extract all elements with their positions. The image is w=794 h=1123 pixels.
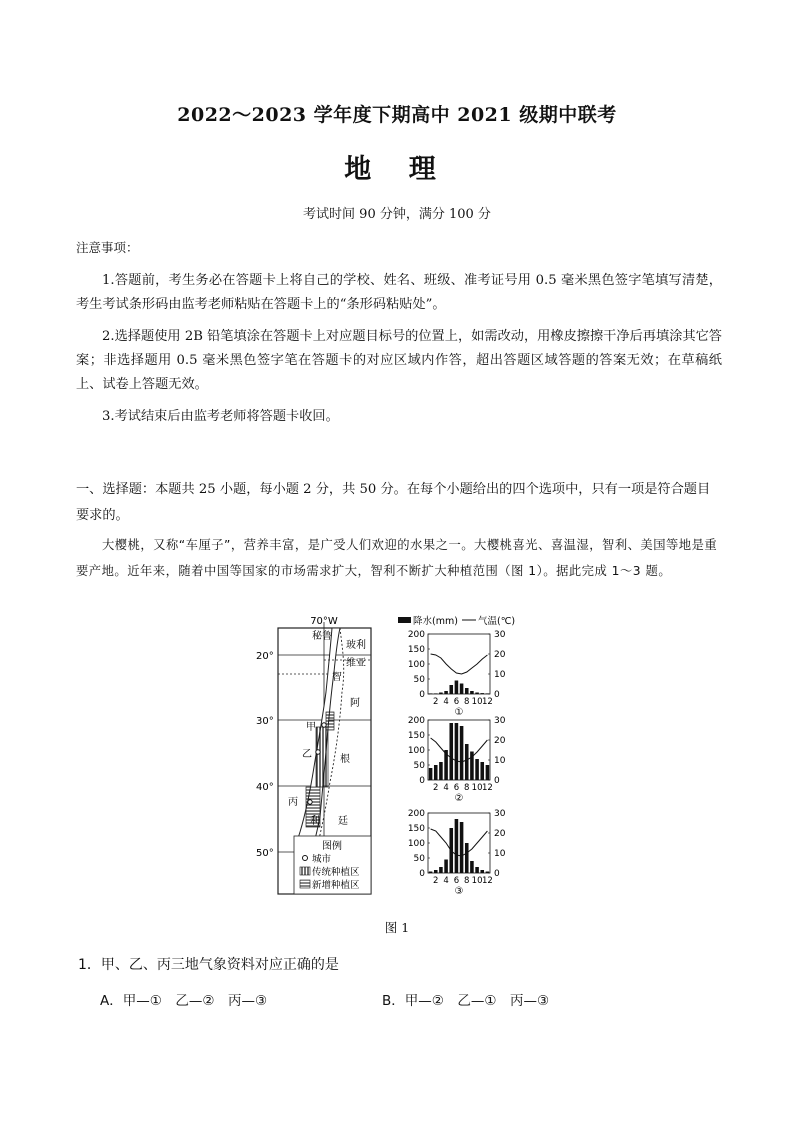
precip-tick-50: 50 xyxy=(413,854,425,864)
precip-bar-1-10 xyxy=(475,693,479,695)
precip-bar-2-5 xyxy=(449,723,453,780)
precip-bar-2-3 xyxy=(439,762,443,780)
section-heading xyxy=(76,477,722,529)
month-tick-2-2: 2 xyxy=(433,783,439,793)
exam-info: 考试时间 90 分钟，满分 100 分 xyxy=(303,207,491,222)
precip-bar-3-2 xyxy=(434,870,438,873)
month-tick-3-12: 12 xyxy=(482,876,493,886)
precip-tick-150: 150 xyxy=(407,824,425,834)
figure-1 xyxy=(250,612,550,912)
precip-bar-2-1 xyxy=(429,768,433,780)
chile-map xyxy=(256,616,371,894)
precip-bar-1-9 xyxy=(470,691,474,694)
lat-40: 40° xyxy=(256,782,274,793)
country-arg-1: 阿 xyxy=(350,698,360,709)
precip-tick-100: 100 xyxy=(407,660,425,670)
climate-legend xyxy=(398,615,515,627)
precip-bar-2-2 xyxy=(434,765,438,780)
precip-tick-200: 200 xyxy=(407,716,425,726)
temp-legend: 气温(℃) xyxy=(478,616,516,627)
precip-tick-200: 200 xyxy=(407,630,425,640)
temp-tick-30: 30 xyxy=(494,809,506,819)
month-tick-1-2: 2 xyxy=(433,697,439,707)
month-tick-3-6: 6 xyxy=(453,876,460,886)
precip-tick-200: 200 xyxy=(407,809,425,819)
lat-20: 20° xyxy=(256,651,274,662)
precip-bar-3-8 xyxy=(465,843,469,873)
city-yi xyxy=(316,750,320,754)
precip-bar-2-10 xyxy=(475,759,479,780)
temp-tick-10: 10 xyxy=(494,849,506,859)
precip-bar-3-11 xyxy=(480,870,484,873)
notice-heading: 注意事项： xyxy=(76,240,139,255)
map-legend xyxy=(294,836,371,894)
month-tick-2-12: 12 xyxy=(482,783,493,793)
subject-title: 地 理 xyxy=(344,154,450,185)
figure-caption: 图 1 xyxy=(384,920,410,935)
precip-bar-3-10 xyxy=(475,867,479,873)
section-heading-text: 一、选择题：本题共 25 小题，每小题 2 分，共 50 分。在每个小题给出的四个选项中，只有一项是符合题目要求的。 xyxy=(76,482,711,523)
temp-tick-20: 20 xyxy=(494,829,506,839)
chart-frame-1 xyxy=(428,634,490,694)
precip-bar-3-6 xyxy=(455,819,459,873)
passage-text: 大樱桃，又称“车厘子”，营养丰富，是广受人们欢迎的水果之一。大樱桃喜光、喜温湿，智利、美国等地是重要产地。近年来，随着中国等国家的市场需求扩大，智利不断扩大种植范围（图 1）。据此完成 1～3 题。 xyxy=(76,538,718,578)
precip-tick-50: 50 xyxy=(413,675,425,685)
precip-legend-swatch xyxy=(398,617,411,623)
place-yi: 乙 xyxy=(302,749,312,760)
precip-bar-1-6 xyxy=(455,681,459,695)
country-peru: 秘鲁 xyxy=(312,631,332,642)
precip-bar-2-11 xyxy=(480,762,484,780)
precip-tick-0: 0 xyxy=(419,690,425,700)
temp-line-1 xyxy=(431,654,488,674)
precip-bar-2-12 xyxy=(486,765,490,780)
place-jia: 甲 xyxy=(306,722,316,733)
country-arg-3: 廷 xyxy=(338,816,348,827)
temp-tick-30: 30 xyxy=(494,716,506,726)
precip-bar-2-6 xyxy=(455,723,459,780)
month-tick-2-10: 10 xyxy=(471,783,483,793)
month-tick-3-2: 2 xyxy=(433,876,439,886)
country-bolivia-1: 玻利 xyxy=(346,640,366,651)
precip-bar-3-7 xyxy=(460,822,464,873)
question-1-option-a[interactable]: A．甲—① 乙—② 丙—③ xyxy=(100,993,268,1009)
precip-bar-1-2 xyxy=(434,693,438,694)
legend-new-icon xyxy=(300,880,310,888)
precip-bar-3-9 xyxy=(470,861,474,873)
question-1-stem: 1．甲、乙、丙三地气象资料对应正确的是 xyxy=(78,957,339,973)
precip-tick-150: 150 xyxy=(407,731,425,741)
temp-line-3 xyxy=(431,829,488,856)
precip-bar-1-4 xyxy=(444,691,448,694)
precip-bar-3-4 xyxy=(444,860,448,874)
country-bolivia-2: 维亚 xyxy=(346,658,366,669)
lat-50: 50° xyxy=(256,848,274,859)
precip-legend: 降水(mm) xyxy=(413,616,458,627)
precip-tick-100: 100 xyxy=(407,839,425,849)
precip-bar-1-12 xyxy=(486,693,490,694)
precip-bar-3-3 xyxy=(439,867,443,873)
temp-line-2 xyxy=(431,738,488,762)
month-tick-3-4: 4 xyxy=(443,876,449,886)
precip-bar-1-3 xyxy=(439,693,443,695)
lat-30: 30° xyxy=(256,716,274,727)
temp-tick-20: 20 xyxy=(494,736,506,746)
legend-traditional: 传统种植区 xyxy=(312,867,360,878)
precip-bar-1-7 xyxy=(460,684,464,695)
legend-title: 图例 xyxy=(322,841,342,852)
precip-bar-1-5 xyxy=(449,685,453,694)
place-li: 利 xyxy=(310,816,320,827)
precip-tick-150: 150 xyxy=(407,645,425,655)
month-tick-1-12: 12 xyxy=(482,697,493,707)
city-jia xyxy=(322,723,326,727)
climate-charts xyxy=(408,630,506,897)
legend-city: 城市 xyxy=(312,854,332,865)
temp-tick-0: 0 xyxy=(494,776,500,786)
notice-item-1: 1.答题前，考生务必在答题卡上将自己的学校、姓名、班级、准考证号用 0.5 毫米黑色签字笔填写清楚，考生考试条形码由监考老师粘贴在答题卡上的“条形码粘贴处”。 xyxy=(76,273,722,312)
precip-bar-3-1 xyxy=(429,872,433,874)
place-bing: 丙 xyxy=(288,797,298,808)
precip-bar-1-8 xyxy=(465,688,469,694)
chart-label-2: ② xyxy=(454,793,464,804)
chart-frame-3 xyxy=(428,813,490,873)
precip-tick-0: 0 xyxy=(419,869,425,879)
notice-item-2: 2.选择题使用 2B 铅笔填涂在答题卡上对应题目标号的位置上，如需改动，用橡皮擦擦干净后再填涂其它答案；非选择题用 0.5 毫米黑色签字笔在答题卡的对应区域内作答，超出答题区域答题的答案无效；在草稿纸上、试卷上答题无效。 xyxy=(76,329,722,392)
precip-bar-1-11 xyxy=(480,693,484,694)
precip-tick-100: 100 xyxy=(407,746,425,756)
precip-bar-2-8 xyxy=(465,744,469,780)
temp-tick-0: 0 xyxy=(494,690,500,700)
precip-bar-1-1 xyxy=(429,693,433,694)
month-tick-3-10: 10 xyxy=(471,876,483,886)
precip-bar-2-7 xyxy=(460,726,464,780)
month-tick-3-8: 8 xyxy=(464,876,470,886)
country-arg-2: 根 xyxy=(340,754,350,765)
month-tick-2-8: 8 xyxy=(464,783,470,793)
chart-label-3: ③ xyxy=(454,886,464,897)
precip-bar-3-12 xyxy=(486,872,490,874)
country-chile: 智 xyxy=(332,672,342,683)
temp-tick-10: 10 xyxy=(494,756,506,766)
temp-tick-0: 0 xyxy=(494,869,500,879)
exam-title: 2022～2023 学年度下期高中 2021 级期中联考 xyxy=(177,104,617,126)
month-tick-2-6: 6 xyxy=(453,783,460,793)
chart-label-1: ① xyxy=(454,707,464,718)
legend-city-icon xyxy=(303,856,308,861)
temp-tick-10: 10 xyxy=(494,670,506,680)
question-1-option-b[interactable]: B．甲—② 乙—① 丙—③ xyxy=(382,993,550,1009)
notice-item-3: 3.考试结束后由监考老师将答题卡收回。 xyxy=(102,409,339,424)
legend-traditional-icon xyxy=(300,867,310,875)
legend-new: 新增种植区 xyxy=(312,880,360,891)
precip-tick-50: 50 xyxy=(413,761,425,771)
month-tick-2-4: 4 xyxy=(443,783,449,793)
precip-tick-0: 0 xyxy=(419,776,425,786)
longitude-label: 70°W xyxy=(310,616,338,627)
city-bing xyxy=(308,800,312,804)
month-tick-1-10: 10 xyxy=(471,697,483,707)
temp-tick-20: 20 xyxy=(494,650,506,660)
month-tick-1-8: 8 xyxy=(464,697,470,707)
month-tick-1-4: 4 xyxy=(443,697,449,707)
month-tick-1-6: 6 xyxy=(453,697,460,707)
temp-tick-30: 30 xyxy=(494,630,506,640)
